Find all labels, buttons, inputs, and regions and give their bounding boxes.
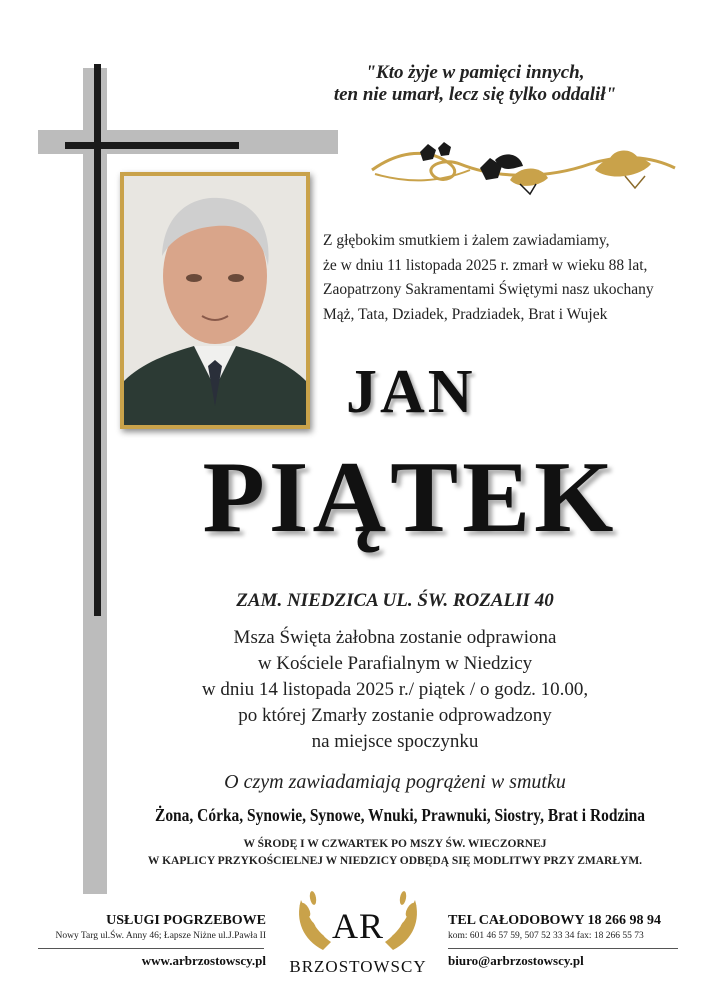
logo-company-name: BRZOSTOWSCY [289, 957, 427, 976]
mourning-family: Żona, Córka, Synowie, Synowe, Wnuki, Prawnuki, Siostry, Brat i Rodzina [154, 805, 646, 825]
mass-line: w Kościele Parafialnym w Niedzicy [257, 653, 533, 674]
mass-line: po której Zmarły zostanie odprowadzony [238, 705, 552, 726]
footer-divider-right [448, 948, 678, 949]
footer-contacts: kom: 601 46 57 59, 507 52 33 34 fax: 18 266 55 73 [448, 931, 644, 941]
mass-line: na miejsce spoczynku [311, 731, 479, 752]
logo-initials: AR [331, 906, 384, 946]
prayer-info-line-1: W ŚRODĘ I W CZWARTEK PO MSZY ŚW. WIECZORNEJ [243, 838, 547, 850]
cross-horizontal-bar [65, 142, 239, 149]
quote-line-2: ten nie umarł, lecz się tylko oddalił" [333, 84, 617, 105]
quote-line-1: "Kto żyje w pamięci innych, [365, 62, 585, 83]
mass-line: Msza Święta żałobna zostanie odprawiona [233, 627, 557, 648]
intro-line: Mąż, Tata, Dziadek, Pradziadek, Brat i Wujek [323, 305, 608, 323]
mourning-intro: O czym zawiadamiają pogrążeni w smutku [224, 771, 566, 793]
mass-info [110, 625, 680, 755]
intro-line: Z głębokim smutkiem i żalem zawiadamiamy, [323, 232, 610, 249]
deceased-last-name: PIĄTEK [202, 441, 618, 554]
footer-website-link[interactable]: www.arbrzostowscy.pl [141, 953, 266, 968]
portrait-photo [124, 176, 306, 425]
portrait-silhouette-icon [124, 176, 306, 425]
portrait-photo-frame [120, 172, 310, 429]
deceased-first-name: JAN [346, 358, 476, 426]
deceased-address: ZAM. NIEDZICA UL. ŚW. ROZALII 40 [236, 590, 554, 611]
footer-divider-left [38, 948, 264, 949]
intro-line: że w dniu 11 listopada 2025 r. zmarł w wieku 88 lat, [323, 256, 648, 274]
mass-line: w dniu 14 listopada 2025 r./ piątek / o godz. 10.00, [201, 679, 589, 700]
footer-email-link[interactable]: biuro@arbrzostowscy.pl [448, 953, 584, 968]
prayer-info-line-2: W KAPLICY PRZYKOŚCIELNEJ W NIEDZICY ODBĘDĄ SIĘ MODLITWY PRZY ZMARŁYM. [147, 855, 643, 867]
memorial-quote [300, 62, 650, 106]
footer-phone-title: TEL CAŁODOBOWY 18 266 98 94 [448, 913, 662, 928]
intro-line: Zaopatrzony Sakramentami Świętymi nasz ukochany [323, 281, 654, 298]
announcement-intro [323, 229, 683, 327]
footer-company-address: Nowy Targ ul.Św. Anny 46; Łapsze Niżne ul.J.Pawła II [55, 931, 266, 941]
leaf-vine-ornament-icon [370, 140, 680, 200]
footer-company-title: USŁUGI POGRZEBOWE [106, 913, 266, 928]
